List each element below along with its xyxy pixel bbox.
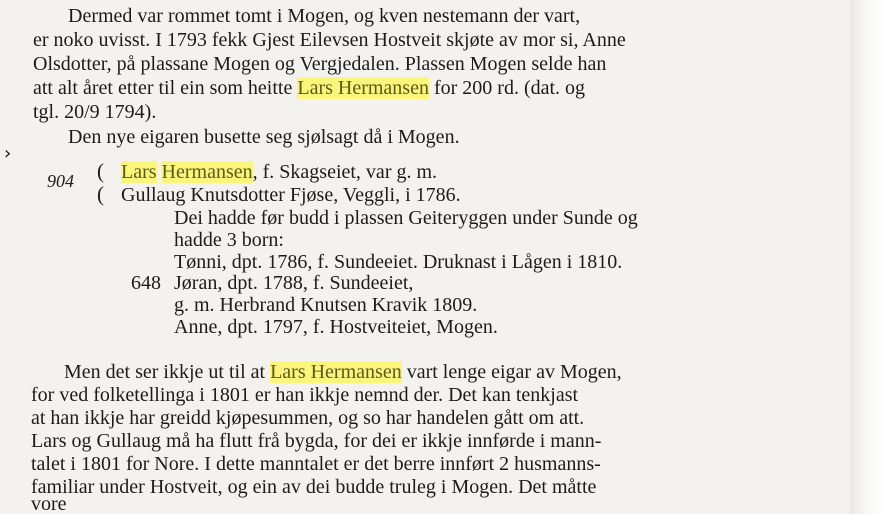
text-line: Men det ser ikkje ut til at Lars Hermansen vart lenge eigar av Mogen, [64,361,622,383]
highlighted-last-name: Hermansen [161,161,253,183]
highlighted-name: Lars Hermansen [297,77,429,99]
text-line: for ved folketellinga i 1801 er han ikkje nemnd der. Det kan tenkjast [31,384,579,406]
entry-body-line: hadde 3 born: [174,229,284,251]
entry-body-line: Jøran, dpt. 1788, f. Sundeeiet, [174,272,414,294]
text-line: er noko uvisst. I 1793 fekk Gjest Eilevsen Hostveit skjøte av mor si, Anne [33,29,626,51]
entry-body-line: g. m. Herbrand Knutsen Kravik 1809. [174,294,478,316]
entry-body-line: Tønni, dpt. 1786, f. Sundeeiet. Druknast i Lågen i 1810. [174,251,623,273]
text-line: at han ikkje har greidd kjøpesummen, og so har handelen gått om att. [31,407,585,429]
entry-body-line: Anne, dpt. 1797, f. Hostveiteiet, Mogen. [174,316,498,338]
highlighted-name: Lars Hermansen [270,361,402,383]
entry-head-line: Gullaug Knutsdotter Fjøse, Veggli, i 1786. [121,184,461,206]
entry-head-line: Lars Hermansen, f. Skagseiet, var g. m. [121,161,438,183]
entry-number: 904 [47,171,74,191]
text-line: Dermed var rommet tomt i Mogen, og kven nestemann der vart, [68,5,581,27]
text-line: att alt året etter til ein som heitte Lars Hermansen for 200 rd. (dat. og [33,77,586,99]
highlighted-first-name: Lars [121,161,157,183]
text-line: talet i 1801 for Nore. I dette manntalet er det berre innført 2 husmanns- [31,453,601,475]
text-line: familiar under Hostveit, og ein av dei budde truleg i Mogen. Det måtte [31,476,597,498]
chevron-right-icon[interactable]: › [4,143,12,164]
entry-bracket: ( [97,182,104,206]
text-line: vore [31,493,67,515]
text-line: Olsdotter, på plassane Mogen og Vergjedalen. Plassen Mogen selde han [33,53,607,75]
entry-body-line: Dei hadde før budd i plassen Geiteryggen under Sunde og [174,207,638,229]
text-line: Lars og Gullaug må ha flutt frå bygda, for dei er ikkje innførde i mann- [31,430,602,452]
entry-bracket: ( [97,159,104,183]
page-margin [850,0,887,514]
text-line: tgl. 20/9 1794). [33,101,157,123]
text-line: Den nye eigaren busette seg sjølsagt då i Mogen. [68,126,460,148]
cropped-text-fragment [300,0,540,2]
cross-reference-number: 648 [131,272,161,294]
